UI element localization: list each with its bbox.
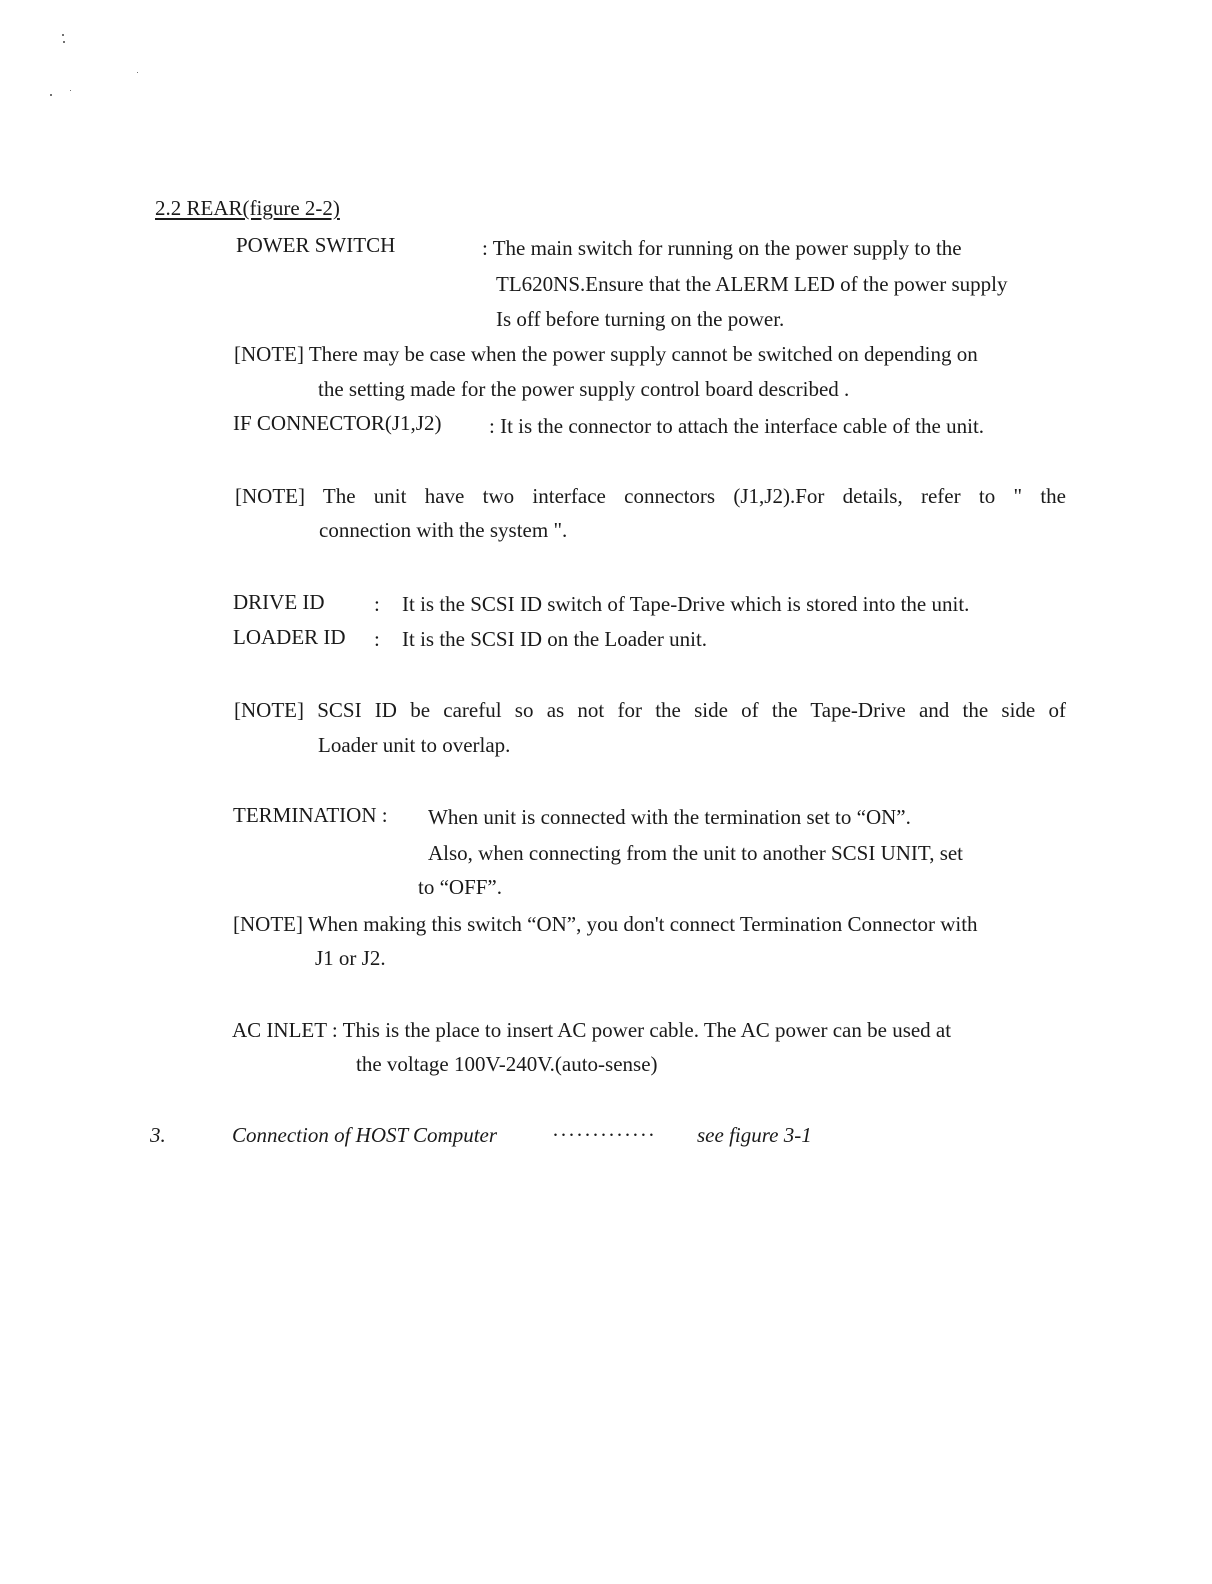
if-connector-label: IF CONNECTOR(J1,J2): [233, 411, 442, 435]
note-3-line-1: [NOTE] SCSI ID be careful so as not for the side of the Tape-Drive and the side of: [234, 698, 1066, 722]
note-3-line-2: Loader unit to overlap.: [318, 733, 511, 757]
scan-speck: [70, 90, 71, 91]
termination-line-2: Also, when connecting from the unit to another SCSI UNIT, set: [428, 841, 964, 865]
scan-speck: [50, 94, 52, 96]
drive-id-label: DRIVE ID: [233, 590, 325, 614]
loader-id-colon: :: [374, 627, 380, 651]
section-heading: 2.2 REAR(figure 2-2): [155, 196, 340, 220]
drive-id-colon: :: [374, 592, 380, 616]
note-1-line-2: the setting made for the power supply control board described .: [318, 377, 850, 401]
note-2-line-1: [NOTE] The unit have two interface connectors (J1,J2).For details, refer to " the: [235, 484, 1066, 508]
power-switch-line-2: TL620NS.Ensure that the ALERM LED of the power supply: [496, 272, 1008, 296]
section-3-figure-ref: see figure 3-1: [697, 1123, 812, 1147]
if-connector-text: : It is the connector to attach the interface cable of the unit.: [489, 414, 985, 438]
note-1-line-1: [NOTE] There may be case when the power supply cannot be switched on depending on: [234, 342, 978, 366]
note-2-line-2: connection with the system ".: [319, 518, 568, 542]
ac-inlet-line-1: AC INLET : This is the place to insert AC power cable. The AC power can be used at: [232, 1018, 952, 1042]
note-4-line-2: J1 or J2.: [315, 946, 386, 970]
section-3-leader: ·············: [552, 1123, 656, 1147]
section-3-title: Connection of HOST Computer: [232, 1123, 498, 1147]
note-4-line-1: [NOTE] When making this switch “ON”, you don't connect Termination Connector with: [233, 912, 978, 936]
termination-line-3: to “OFF”.: [418, 875, 502, 899]
loader-id-label: LOADER ID: [233, 625, 346, 649]
power-switch-line-3: Is off before turning on the power.: [496, 307, 785, 331]
loader-id-text: It is the SCSI ID on the Loader unit.: [402, 627, 708, 651]
scan-speck: [63, 41, 65, 43]
scan-speck: [62, 34, 64, 36]
power-switch-label: POWER SWITCH: [236, 233, 396, 257]
scan-speck: [137, 72, 138, 73]
power-switch-line-1: : The main switch for running on the power supply to the: [482, 236, 962, 260]
drive-id-text: It is the SCSI ID switch of Tape-Drive which is stored into the unit.: [402, 592, 970, 616]
section-3-number: 3.: [150, 1123, 166, 1147]
termination-label: TERMINATION :: [233, 803, 388, 827]
ac-inlet-line-2: the voltage 100V-240V.(auto-sense): [356, 1052, 658, 1076]
termination-line-1: When unit is connected with the termination set to “ON”.: [428, 805, 911, 829]
